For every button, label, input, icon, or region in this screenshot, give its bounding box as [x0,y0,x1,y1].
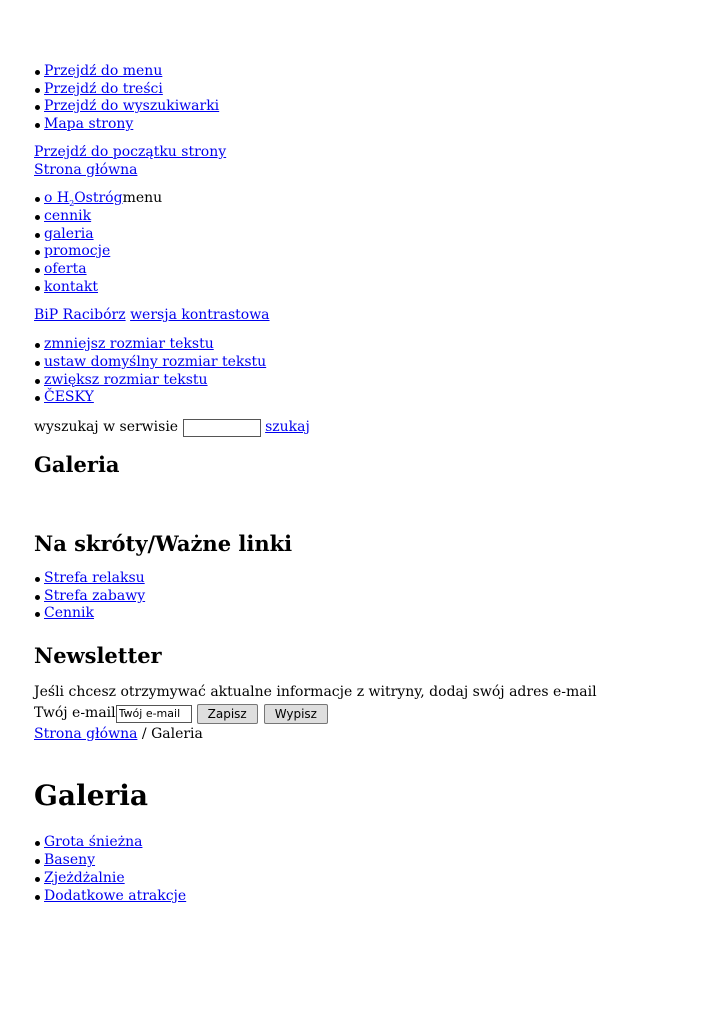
list-item [44,98,725,116]
search-submit-link[interactable]: szukaj [265,419,310,436]
sidebar-title: Galeria [34,451,120,477]
home-link[interactable]: Strona główna [34,161,138,178]
list-item [44,570,725,588]
pools-link[interactable]: Baseny [44,852,96,869]
fun-zone-link[interactable]: Strefa zabawy [44,587,146,604]
subscribe-button[interactable]: Zapisz [197,704,258,724]
contact-link[interactable]: kontakt [44,278,99,295]
menu-item-pricing [44,208,725,226]
shortcuts-title: Na skróty/Ważne linki [34,530,293,556]
snow-cave-link[interactable]: Grota śnieżna [44,834,143,851]
breadcrumb-current: Galeria [151,725,203,742]
relax-zone-link[interactable]: Strefa relaksu [44,569,145,586]
contrast-version-link[interactable]: wersja kontrastowa [130,307,270,324]
list-item [44,870,725,888]
about-link[interactable] [44,190,123,209]
menu-item-promotions [44,243,725,261]
newsletter-email-input[interactable] [116,705,192,723]
default-text-link[interactable]: ustaw domyślny rozmiar tekstu [44,353,267,370]
main-menu [34,190,725,296]
list-item [44,888,725,906]
menu-item-offer [44,261,725,279]
menu-item-about [44,190,725,208]
about-link-suffix: Ostróg [74,190,123,207]
skip-to-search-link[interactable]: Przejdź do wyszukiwarki [44,98,220,115]
breadcrumb-home-link[interactable]: Strona główna [34,725,138,742]
bip-link[interactable]: BiP Racibórz [34,307,126,324]
list-item [44,834,725,852]
list-item [44,354,725,372]
extra-links [34,307,725,325]
menu-item-gallery [44,226,725,244]
increase-text-link[interactable]: zwiększ rozmiar tekstu [44,371,208,388]
list-item [44,389,725,407]
skip-to-menu-link[interactable]: Przejdź do menu [44,63,163,79]
search-label: wyszukaj w serwisie [34,419,179,436]
pricing-shortcut-link[interactable]: Cennik [44,605,94,622]
search-form [34,419,725,437]
czech-language-link[interactable]: ČESKY [44,389,94,406]
back-to-top-link[interactable]: Przejdź do początku strony [34,143,227,160]
list-item [44,63,725,81]
about-link-sub: 2 [69,199,75,209]
menu-label: menu [122,190,163,207]
promotions-link[interactable]: promocje [44,243,111,260]
breadcrumb [34,726,725,744]
search-input[interactable] [183,419,261,437]
list-item [44,116,725,134]
list-item [44,81,725,99]
text-tools [34,336,725,407]
about-link-prefix: o H [44,190,70,207]
page-title: Galeria [34,779,149,813]
newsletter-title: Newsletter [34,643,162,669]
list-item [44,852,725,870]
decrease-text-link[interactable]: zmniejsz rozmiar tekstu [44,336,214,353]
extra-attractions-link[interactable]: Dodatkowe atrakcje [44,887,187,904]
unsubscribe-button[interactable]: Wypisz [264,704,328,724]
offer-link[interactable]: oferta [44,261,87,278]
page [0,63,725,905]
gallery-link[interactable]: galeria [44,225,94,242]
sitemap-link[interactable]: Mapa strony [44,116,134,133]
list-item [44,605,725,623]
slides-link[interactable]: Zjeżdżalnie [44,869,125,886]
newsletter-form [34,704,725,724]
newsletter-description: Jeśli chcesz otrzymywać aktualne informacje z witryny, dodaj swój adres e-mail [34,684,597,701]
list-item [44,336,725,354]
pricing-link[interactable]: cennik [44,207,92,224]
gallery-list [34,834,725,905]
shortcuts-list [34,570,725,623]
breadcrumb-separator: / [137,725,152,742]
menu-item-contact [44,279,725,297]
list-item [44,588,725,606]
newsletter-email-label: Twój e-mail [34,704,116,721]
skip-links [34,63,725,134]
list-item [44,372,725,390]
top-links [34,144,725,179]
skip-to-content-link[interactable]: Przejdź do treści [44,80,163,97]
